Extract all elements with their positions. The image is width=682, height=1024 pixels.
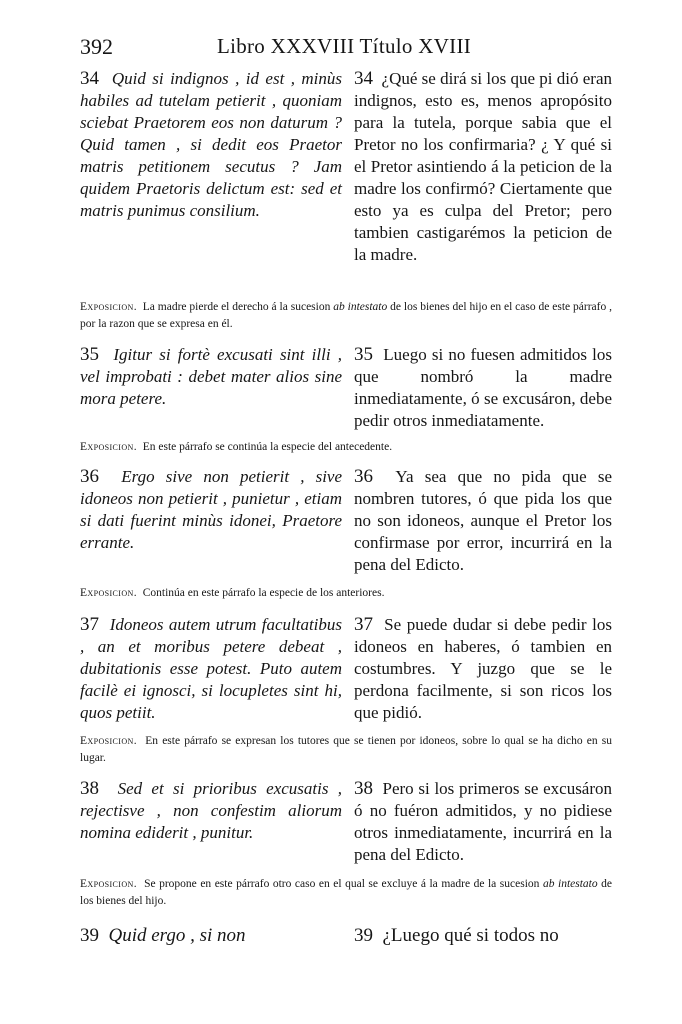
latin-text [80,466,342,554]
exposicion-label: Exposicion. [80,735,137,747]
page-number: 392 [80,34,113,59]
exposicion-text: de los bienes del hijo. [80,878,613,907]
exposicion-text: En este párrafo se continúa la especie del antecedente. [142,441,393,453]
section-34 [80,68,612,290]
latin-text [80,344,342,410]
paragraph-number: 37 [354,614,373,635]
spanish-paragraph: ¿Qué se dirá si los que pi dió eran indignos, esto es, menos apropósito para la tutela, porque sabia que el Pretor no los confirmaria? ¿ Y qué si el Pretor asintiendo á la peticion de la madre los confirmó? Ciertamente que esto ya es culpa del Pretor; pero tambien castigarémos la peticion de la madre. [354,69,612,264]
exposicion-italic: ab intestato [333,301,388,313]
section-37 [80,614,612,726]
latin-paragraph: Sed et si prioribus excusatis , rejectisve , non confestim aliorum nomina ediderit , punitur. [80,779,343,842]
latin-text [80,614,342,724]
exposicion-38 [80,876,612,910]
latin-text [80,778,342,844]
spanish-text [354,614,612,724]
section-35 [80,344,613,434]
spanish-paragraph: Luego si no fuesen admitidos los que nombró la madre inmediatamente, ó se excusáron, debe pedir otros inmediatamente. [354,345,613,430]
spanish-text [354,344,612,432]
exposicion-label: Exposicion. [80,878,137,890]
exposicion-italic: ab intestato [542,878,598,890]
exposicion-text: Continúa en este párrafo la especie de los anteriores. [142,587,385,599]
exposicion-label: Exposicion. [80,301,137,313]
paragraph-number: 39 [80,925,99,946]
spanish-text [354,466,612,576]
exposicion-text: Se propone en este párrafo otro caso en el qual se excluye á la madre de la sucesion [144,878,540,890]
paragraph-number: 34 [80,68,99,89]
latin-text [80,924,342,948]
paragraph-number: 36 [80,466,99,487]
spanish-paragraph: Se puede dudar si debe pedir los idoneos en haberes, ó tambien en costumbres. Y juzgo que se le perdona facilmente, si son ricos los que pidió. [354,615,612,722]
latin-paragraph: Igitur si fortè excusati sint illi , vel improbati : debet mater alios sine mora petere. [80,345,342,408]
latin-paragraph: Quid ergo , si non [108,925,246,946]
spanish-text [354,778,612,866]
paragraph-number: 35 [354,344,373,365]
spanish-paragraph: Pero si los primeros se excusáron ó no fuéron admitidos, y no pidiese otros inmediatamente, incurrirá en la pena del Edicto. [354,779,613,864]
exposicion-35 [80,439,612,456]
paragraph-number: 39 [354,925,373,946]
spanish-paragraph: ¿Luego qué si todos no [382,925,559,946]
latin-paragraph: Ergo sive non petierit , sive idoneos non petierit , punietur , etiam si dati fuerint minùs idonei, Praetore errante. [80,467,343,552]
spanish-text [354,68,612,266]
exposicion-34 [80,299,612,333]
section-38 [80,778,613,868]
spanish-paragraph: Ya sea que no pida que se nombren tutores, ó que pida los que no son idoneos, aunque el Pretor los confirmase por error, incurrirá en la pena del Edicto. [354,467,612,574]
paragraph-number: 37 [80,614,99,635]
paragraph-number: 35 [80,344,99,365]
spanish-text [354,924,612,948]
latin-text [80,68,342,222]
exposicion-label: Exposicion. [80,587,137,599]
section-36 [80,466,612,578]
exposicion-text: La madre pierde el derecho á la sucesion [142,301,331,313]
page-header [80,34,608,64]
paragraph-number: 36 [354,466,373,487]
exposicion-text: En este párrafo se expresan los tutores que se tienen por idoneos, sobre lo qual se ha dicho en su lugar. [80,735,613,764]
paragraph-number: 34 [354,68,373,89]
running-title: Libro XXXVIII Título XVIII [216,34,472,58]
latin-paragraph: Idoneos autem utrum facultatibus , an et moribus petere debeat , dubitationis esse potest. Puto autem facilè ei ignosci, si locupletes sint hi, quos petiit. [80,615,343,722]
latin-paragraph: Quid si indignos , id est , minùs habiles ad tutelam petierit , quoniam sciebat Praetorem eos non daturum ? Quid tamen , si dedit eos Praetor matris petitionem secutus ? Jam quidem Praetoris delictum est: sed et matris punimus consilium. [80,69,343,220]
paragraph-number: 38 [354,778,373,799]
exposicion-36 [80,585,612,602]
section-39 [80,924,608,954]
exposicion-text: de los bienes del hijo en el caso de este párrafo , por la razon que se expresa en él. [80,301,613,330]
exposicion-label: Exposicion. [80,441,137,453]
paragraph-number: 38 [80,778,99,799]
exposicion-37 [80,733,612,767]
